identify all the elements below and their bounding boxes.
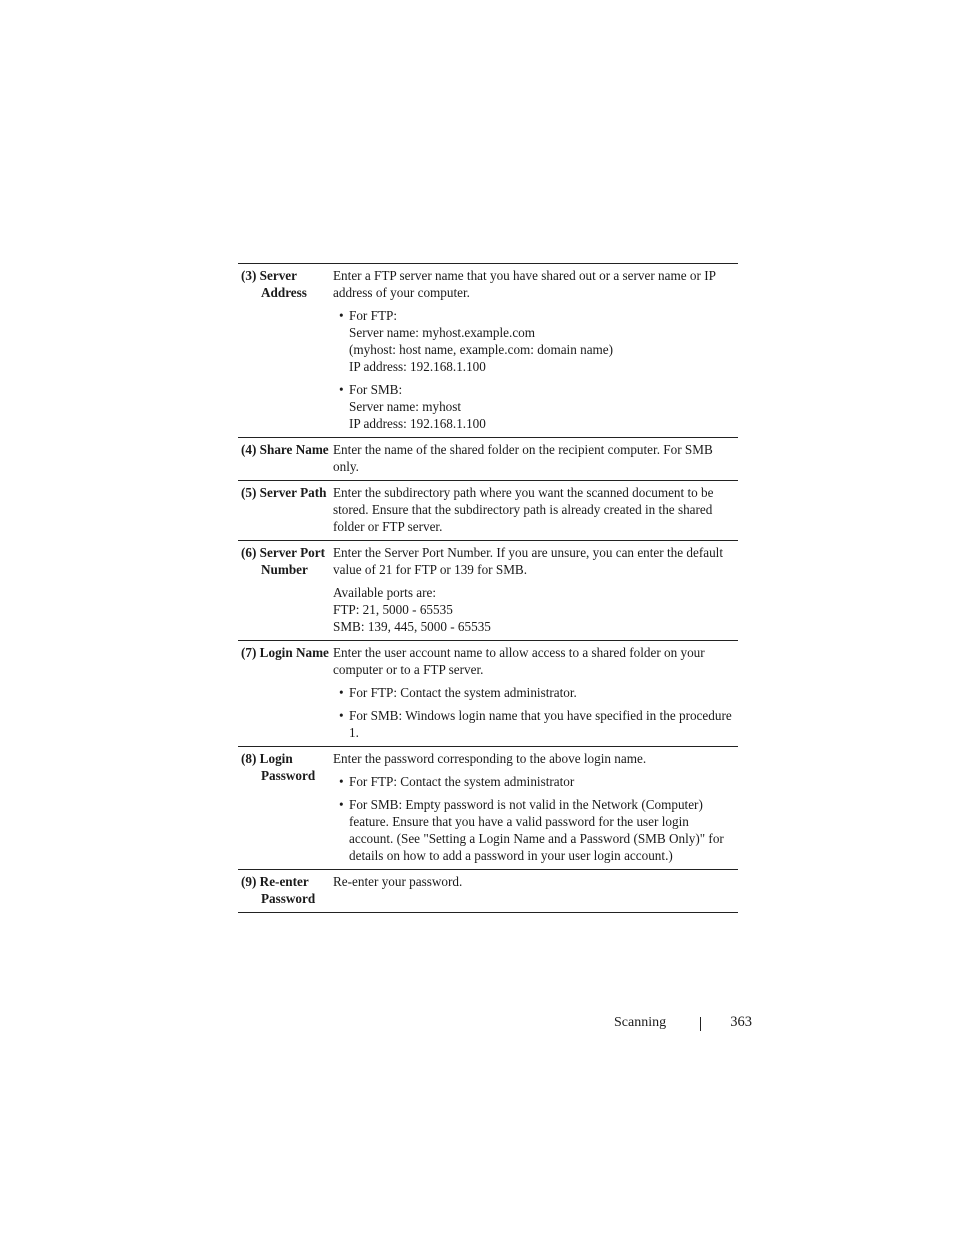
- setting-description-cell: [333, 870, 738, 913]
- setting-term: (8) Login Password: [241, 751, 316, 783]
- table-row: [238, 747, 738, 870]
- bullet-list: [333, 773, 736, 864]
- bullet-line: IP address: 192.168.1.100: [349, 359, 486, 374]
- bullet-line: • For SMB: Empty password is not valid in the Network (Computer) feature. Ensure that you have a valid password for the user login account. (See "Setting a Login Name and a Password (SMB Only)" for details on how to add a password in your user login account.): [349, 797, 724, 863]
- setting-term-cell: [238, 870, 333, 913]
- setting-term-cell: [238, 641, 333, 747]
- bullet-line: • For SMB: Windows login name that you have specified in the procedure 1.: [349, 708, 732, 740]
- footer-divider: [700, 1017, 701, 1031]
- setting-description-cell: [333, 481, 738, 541]
- bullet-line: • For SMB:: [349, 382, 403, 397]
- description-paragraph: [333, 584, 736, 635]
- setting-term: (5) Server Path: [241, 485, 327, 500]
- setting-term-cell: [238, 541, 333, 641]
- setting-description-cell: [333, 438, 738, 481]
- setting-term-cell: [238, 264, 333, 438]
- description-paragraph: Enter the subdirectory path where you want the scanned document to be stored. Ensure that the subdirectory path is already created in the shared folder or FTP server.: [333, 485, 714, 534]
- description-line: FTP: 21, 5000 - 65535: [333, 602, 453, 617]
- setting-term-cell: [238, 438, 333, 481]
- setting-term: (9) Re-enter Password: [241, 874, 316, 906]
- description-paragraph: Enter the name of the shared folder on the recipient computer. For SMB only.: [333, 442, 713, 474]
- setting-term: (3) Server Address: [241, 268, 307, 300]
- description-paragraph: Enter the password corresponding to the above login name.: [333, 751, 647, 766]
- setting-description-cell: [333, 747, 738, 870]
- bullet-item: [333, 707, 736, 741]
- bullet-list: [333, 684, 736, 741]
- bullet-line: Server name: myhost.example.com: [349, 325, 536, 340]
- table-row: [238, 264, 738, 438]
- bullet-line: IP address: 192.168.1.100: [349, 416, 486, 431]
- bullet-item: [333, 796, 736, 864]
- bullet-item: [333, 684, 736, 701]
- setting-description-cell: [333, 264, 738, 438]
- bullet-line: Server name: myhost: [349, 399, 462, 414]
- setting-term: (7) Login Name: [241, 645, 329, 660]
- description-line: SMB: 139, 445, 5000 - 65535: [333, 619, 491, 634]
- table-body: [238, 264, 738, 913]
- description-line: Available ports are:: [333, 585, 437, 600]
- bullet-item: [333, 773, 736, 790]
- setting-term-cell: [238, 747, 333, 870]
- page-number: 363: [730, 1014, 752, 1030]
- bullet-item: [333, 381, 736, 432]
- bullet-line: • For FTP: Contact the system administrator: [349, 774, 575, 789]
- description-paragraph: Re-enter your password.: [333, 874, 463, 889]
- table-row: [238, 541, 738, 641]
- footer-section-title: Scanning: [614, 1015, 667, 1030]
- bullet-line: • For FTP:: [349, 308, 398, 323]
- table-row: [238, 641, 738, 747]
- bullet-list: [333, 307, 736, 432]
- setting-term-cell: [238, 481, 333, 541]
- description-paragraph: Enter the user account name to allow access to a shared folder on your computer or to a FTP server.: [333, 645, 705, 677]
- setting-term: (6) Server Port Number: [241, 545, 325, 577]
- description-paragraph: Enter a FTP server name that you have shared out or a server name or IP address of your computer.: [333, 268, 716, 300]
- setting-term: (4) Share Name: [241, 442, 329, 457]
- table-row: [238, 481, 738, 541]
- bullet-item: [333, 307, 736, 375]
- table-row: [238, 870, 738, 913]
- description-paragraph: Enter the Server Port Number. If you are unsure, you can enter the default value of 21 for FTP or 139 for SMB.: [333, 545, 723, 577]
- table-row: [238, 438, 738, 481]
- bullet-line: • For FTP: Contact the system administrator.: [349, 685, 577, 700]
- bullet-line: (myhost: host name, example.com: domain name): [349, 342, 614, 357]
- settings-table: [238, 263, 738, 913]
- page-footer: [600, 1015, 752, 1035]
- setting-description-cell: [333, 641, 738, 747]
- setting-description-cell: [333, 541, 738, 641]
